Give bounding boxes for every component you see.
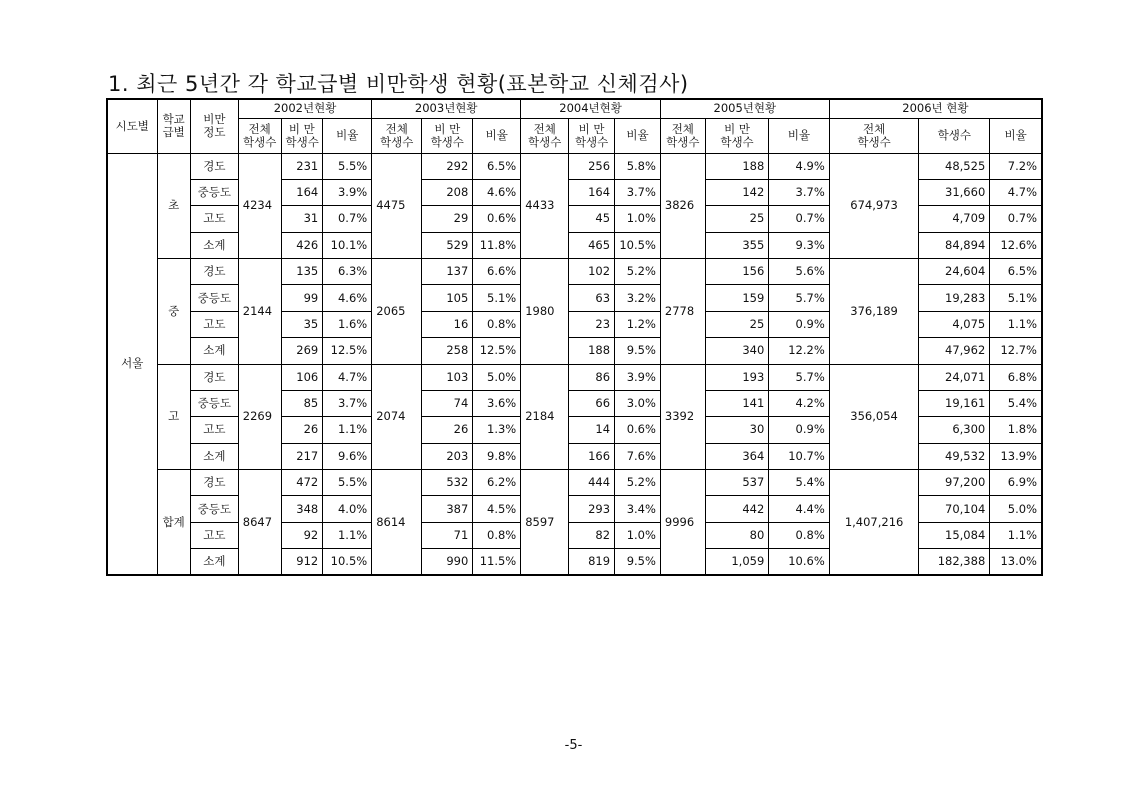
total-students-cell: 9996 [660, 470, 705, 576]
obese-count-cell: 159 [705, 285, 769, 311]
school-level-cell: 중 [157, 259, 190, 365]
ratio-cell: 4.7% [323, 364, 372, 390]
obese-count-cell: 208 [422, 179, 473, 205]
page-number: -5- [564, 738, 583, 753]
ratio-cell: 0.9% [769, 311, 829, 337]
ratio-cell: 5.2% [615, 470, 661, 496]
table-row [107, 470, 1042, 496]
total-students-cell: 2074 [372, 364, 422, 470]
obese-count-cell: 48,525 [919, 153, 990, 179]
ratio-cell: 10.7% [769, 443, 829, 469]
obese-count-cell: 15,084 [919, 522, 990, 548]
ratio-cell: 3.7% [615, 179, 661, 205]
obesity-degree-cell: 소계 [190, 443, 238, 469]
obese-count-cell: 71 [422, 522, 473, 548]
obese-count-cell: 387 [422, 496, 473, 522]
obese-count-cell: 26 [422, 417, 473, 443]
obesity-degree-cell: 중등도 [190, 285, 238, 311]
obesity-degree-cell: 소계 [190, 232, 238, 258]
obese-count-cell: 6,300 [919, 417, 990, 443]
obesity-degree-cell: 소계 [190, 549, 238, 575]
ratio-cell: 12.7% [990, 338, 1042, 364]
obese-count-cell: 23 [569, 311, 615, 337]
obese-count-cell: 164 [569, 179, 615, 205]
obese-count-cell: 292 [422, 153, 473, 179]
table-row [107, 364, 1042, 390]
obese-count-cell: 188 [705, 153, 769, 179]
obesity-degree-cell: 중등도 [190, 179, 238, 205]
header-school-level-line1: 학교 [162, 112, 185, 127]
obese-count-cell: 258 [422, 338, 473, 364]
obese-count-cell: 465 [569, 232, 615, 258]
header-total-students-2002 [238, 118, 281, 153]
obese-count-cell: 31,660 [919, 179, 990, 205]
total-students-cell: 2184 [521, 364, 569, 470]
ratio-cell: 13.9% [990, 443, 1042, 469]
obese-count-cell: 231 [281, 153, 323, 179]
ratio-cell: 4.9% [769, 153, 829, 179]
ratio-cell: 6.5% [473, 153, 521, 179]
table-row [107, 153, 1042, 179]
header-total-students-2002-line1: 전체 [248, 121, 271, 136]
header-total-students-2006-line2: 학생수 [857, 134, 891, 149]
header-year-2003: 2003년현황 [372, 99, 521, 118]
header-obese-students-2004 [569, 118, 615, 153]
obese-count-cell: 26 [281, 417, 323, 443]
ratio-cell: 5.0% [473, 364, 521, 390]
total-students-cell: 1,407,216 [829, 470, 919, 576]
ratio-cell: 5.0% [990, 496, 1042, 522]
ratio-cell: 9.6% [323, 443, 372, 469]
header-obese-students-2003 [422, 118, 473, 153]
ratio-cell: 4.6% [323, 285, 372, 311]
obesity-degree-cell: 소계 [190, 338, 238, 364]
header-obese-students-2002 [281, 118, 323, 153]
ratio-cell: 0.9% [769, 417, 829, 443]
header-obese-students-2005-line1: 비 만 [724, 121, 750, 136]
header-total-students-2005 [660, 118, 705, 153]
obesity-degree-cell: 경도 [190, 153, 238, 179]
ratio-cell: 9.8% [473, 443, 521, 469]
region-cell: 서울 [107, 153, 157, 575]
obese-count-cell: 92 [281, 522, 323, 548]
obese-count-cell: 142 [705, 179, 769, 205]
total-students-cell: 376,189 [829, 259, 919, 365]
total-students-cell: 4475 [372, 153, 422, 259]
total-students-cell: 8647 [238, 470, 281, 576]
obese-count-cell: 19,283 [919, 285, 990, 311]
header-total-students-2005-line1: 전체 [671, 121, 694, 136]
ratio-cell: 5.6% [769, 259, 829, 285]
obese-count-cell: 84,894 [919, 232, 990, 258]
total-students-cell: 2065 [372, 259, 422, 365]
header-year-2006: 2006년 현황 [829, 99, 1042, 118]
obesity-degree-cell: 중등도 [190, 496, 238, 522]
ratio-cell: 5.2% [615, 259, 661, 285]
obese-count-cell: 217 [281, 443, 323, 469]
ratio-cell: 4.2% [769, 390, 829, 416]
obese-count-cell: 31 [281, 206, 323, 232]
obesity-degree-cell: 중등도 [190, 390, 238, 416]
total-students-cell: 8614 [372, 470, 422, 576]
obese-count-cell: 14 [569, 417, 615, 443]
obese-count-cell: 102 [569, 259, 615, 285]
ratio-cell: 4.7% [990, 179, 1042, 205]
obese-count-cell: 293 [569, 496, 615, 522]
obese-count-cell: 529 [422, 232, 473, 258]
ratio-cell: 4.6% [473, 179, 521, 205]
obesity-degree-cell: 고도 [190, 522, 238, 548]
ratio-cell: 1.8% [990, 417, 1042, 443]
header-total-students-2004-line1: 전체 [533, 121, 556, 136]
obese-count-cell: 164 [281, 179, 323, 205]
ratio-cell: 5.5% [323, 153, 372, 179]
table-row [107, 259, 1042, 285]
obese-count-cell: 135 [281, 259, 323, 285]
ratio-cell: 1.2% [615, 311, 661, 337]
obese-count-cell: 16 [422, 311, 473, 337]
ratio-cell: 5.5% [323, 470, 372, 496]
ratio-cell: 0.7% [323, 206, 372, 232]
obese-count-cell: 269 [281, 338, 323, 364]
ratio-cell: 3.0% [615, 390, 661, 416]
obese-count-cell: 35 [281, 311, 323, 337]
obesity-degree-cell: 경도 [190, 364, 238, 390]
ratio-cell: 0.6% [615, 417, 661, 443]
header-obese-students-2005 [705, 118, 769, 153]
obese-count-cell: 348 [281, 496, 323, 522]
header-total-students-2006 [829, 118, 919, 153]
obese-count-cell: 24,604 [919, 259, 990, 285]
obese-count-cell: 141 [705, 390, 769, 416]
ratio-cell: 1.1% [990, 522, 1042, 548]
obese-count-cell: 82 [569, 522, 615, 548]
header-year-2004: 2004년현황 [521, 99, 661, 118]
obese-count-cell: 182,388 [919, 549, 990, 575]
obese-count-cell: 99 [281, 285, 323, 311]
header-total-students-2003-line1: 전체 [385, 121, 408, 136]
obese-count-cell: 340 [705, 338, 769, 364]
obese-count-cell: 532 [422, 470, 473, 496]
header-obesity-degree [190, 99, 238, 153]
header-total-students-2004-line2: 학생수 [528, 134, 562, 149]
obese-count-cell: 426 [281, 232, 323, 258]
header-ratio-2004: 비율 [615, 118, 661, 153]
ratio-cell: 12.6% [990, 232, 1042, 258]
ratio-cell: 10.6% [769, 549, 829, 575]
obese-count-cell: 188 [569, 338, 615, 364]
obese-count-cell: 990 [422, 549, 473, 575]
ratio-cell: 6.6% [473, 259, 521, 285]
school-level-cell: 초 [157, 153, 190, 259]
obesity-degree-cell: 고도 [190, 206, 238, 232]
header-obese-students-2002-line1: 비 만 [288, 121, 315, 136]
ratio-cell: 0.8% [473, 522, 521, 548]
header-obesity-line2: 정도 [203, 125, 226, 140]
ratio-cell: 3.7% [323, 390, 372, 416]
obese-count-cell: 45 [569, 206, 615, 232]
obese-count-cell: 30 [705, 417, 769, 443]
obese-count-cell: 537 [705, 470, 769, 496]
obese-count-cell: 106 [281, 364, 323, 390]
header-obese-students-2003-line2: 학생수 [430, 134, 464, 149]
obesity-table [106, 98, 1043, 576]
obese-count-cell: 442 [705, 496, 769, 522]
header-ratio-2002: 비율 [323, 118, 372, 153]
ratio-cell: 5.7% [769, 364, 829, 390]
obese-count-cell: 137 [422, 259, 473, 285]
total-students-cell: 4234 [238, 153, 281, 259]
ratio-cell: 9.5% [615, 338, 661, 364]
obese-count-cell: 256 [569, 153, 615, 179]
total-students-cell: 3392 [660, 364, 705, 470]
total-students-cell: 1980 [521, 259, 569, 365]
obese-count-cell: 80 [705, 522, 769, 548]
total-students-cell: 8597 [521, 470, 569, 576]
obese-count-cell: 364 [705, 443, 769, 469]
ratio-cell: 9.5% [615, 549, 661, 575]
obese-count-cell: 193 [705, 364, 769, 390]
ratio-cell: 4.4% [769, 496, 829, 522]
ratio-cell: 5.8% [615, 153, 661, 179]
header-year-2002: 2002년현황 [238, 99, 371, 118]
obese-count-cell: 444 [569, 470, 615, 496]
ratio-cell: 5.7% [769, 285, 829, 311]
obese-count-cell: 97,200 [919, 470, 990, 496]
school-level-cell: 고 [157, 364, 190, 470]
header-ratio-2006: 비율 [990, 118, 1042, 153]
obese-count-cell: 63 [569, 285, 615, 311]
ratio-cell: 12.5% [323, 338, 372, 364]
obese-count-cell: 4,075 [919, 311, 990, 337]
ratio-cell: 3.9% [323, 179, 372, 205]
obese-count-cell: 166 [569, 443, 615, 469]
obese-count-cell: 25 [705, 206, 769, 232]
total-students-cell: 2778 [660, 259, 705, 365]
ratio-cell: 7.6% [615, 443, 661, 469]
ratio-cell: 0.8% [769, 522, 829, 548]
ratio-cell: 3.2% [615, 285, 661, 311]
ratio-cell: 13.0% [990, 549, 1042, 575]
obese-count-cell: 472 [281, 470, 323, 496]
header-obese-students-2005-line2: 학생수 [720, 134, 754, 149]
ratio-cell: 10.1% [323, 232, 372, 258]
ratio-cell: 0.8% [473, 311, 521, 337]
ratio-cell: 3.7% [769, 179, 829, 205]
obese-count-cell: 912 [281, 549, 323, 575]
ratio-cell: 0.7% [769, 206, 829, 232]
ratio-cell: 6.2% [473, 470, 521, 496]
header-region: 시도별 [107, 99, 157, 153]
header-year-2005: 2005년현황 [660, 99, 829, 118]
obese-count-cell: 4,709 [919, 206, 990, 232]
header-total-students-2003-line2: 학생수 [380, 134, 414, 149]
header-obese-students-2006: 학생수 [919, 118, 990, 153]
ratio-cell: 5.1% [473, 285, 521, 311]
obese-count-cell: 156 [705, 259, 769, 285]
header-obese-students-2004-line1: 비 만 [578, 121, 605, 136]
total-students-cell: 2144 [238, 259, 281, 365]
ratio-cell: 6.5% [990, 259, 1042, 285]
ratio-cell: 0.6% [473, 206, 521, 232]
ratio-cell: 1.1% [323, 417, 372, 443]
obesity-degree-cell: 경도 [190, 470, 238, 496]
ratio-cell: 3.4% [615, 496, 661, 522]
ratio-cell: 10.5% [323, 549, 372, 575]
ratio-cell: 6.9% [990, 470, 1042, 496]
header-obese-students-2003-line1: 비 만 [434, 121, 461, 136]
obese-count-cell: 86 [569, 364, 615, 390]
total-students-cell: 2269 [238, 364, 281, 470]
obese-count-cell: 355 [705, 232, 769, 258]
header-obese-students-2002-line2: 학생수 [285, 134, 319, 149]
ratio-cell: 6.3% [323, 259, 372, 285]
header-total-students-2005-line2: 학생수 [666, 134, 700, 149]
header-total-students-2004 [521, 118, 569, 153]
total-students-cell: 4433 [521, 153, 569, 259]
obese-count-cell: 29 [422, 206, 473, 232]
ratio-cell: 5.4% [990, 390, 1042, 416]
ratio-cell: 1.6% [323, 311, 372, 337]
ratio-cell: 9.3% [769, 232, 829, 258]
ratio-cell: 4.0% [323, 496, 372, 522]
ratio-cell: 12.2% [769, 338, 829, 364]
header-ratio-2005: 비율 [769, 118, 829, 153]
obese-count-cell: 47,962 [919, 338, 990, 364]
total-students-cell: 356,054 [829, 364, 919, 470]
ratio-cell: 1.0% [615, 206, 661, 232]
obese-count-cell: 19,161 [919, 390, 990, 416]
header-obesity-line1: 비만 [203, 112, 226, 127]
ratio-cell: 1.0% [615, 522, 661, 548]
obese-count-cell: 85 [281, 390, 323, 416]
ratio-cell: 4.5% [473, 496, 521, 522]
school-level-cell: 합계 [157, 470, 190, 576]
obese-count-cell: 203 [422, 443, 473, 469]
obese-count-cell: 25 [705, 311, 769, 337]
header-total-students-2003 [372, 118, 422, 153]
obese-count-cell: 24,071 [919, 364, 990, 390]
obese-count-cell: 819 [569, 549, 615, 575]
obesity-degree-cell: 고도 [190, 311, 238, 337]
ratio-cell: 11.5% [473, 549, 521, 575]
ratio-cell: 3.9% [615, 364, 661, 390]
ratio-cell: 12.5% [473, 338, 521, 364]
obese-count-cell: 66 [569, 390, 615, 416]
obese-count-cell: 49,532 [919, 443, 990, 469]
header-ratio-2003: 비율 [473, 118, 521, 153]
header-obese-students-2004-line2: 학생수 [574, 134, 609, 149]
obesity-degree-cell: 경도 [190, 259, 238, 285]
header-total-students-2002-line2: 학생수 [242, 134, 277, 149]
obese-count-cell: 70,104 [919, 496, 990, 522]
ratio-cell: 1.3% [473, 417, 521, 443]
ratio-cell: 11.8% [473, 232, 521, 258]
ratio-cell: 6.8% [990, 364, 1042, 390]
header-school-level [157, 99, 190, 153]
obese-count-cell: 105 [422, 285, 473, 311]
page-title: 1. 최근 5년간 각 학교급별 비만학생 현황(표본학교 신체검사) [108, 72, 689, 96]
ratio-cell: 10.5% [615, 232, 661, 258]
ratio-cell: 0.7% [990, 206, 1042, 232]
total-students-cell: 674,973 [829, 153, 919, 259]
ratio-cell: 3.6% [473, 390, 521, 416]
obese-count-cell: 74 [422, 390, 473, 416]
header-school-level-line2: 급별 [162, 125, 185, 140]
obese-count-cell: 103 [422, 364, 473, 390]
obesity-degree-cell: 고도 [190, 417, 238, 443]
ratio-cell: 1.1% [990, 311, 1042, 337]
ratio-cell: 7.2% [990, 153, 1042, 179]
ratio-cell: 5.4% [769, 470, 829, 496]
total-students-cell: 3826 [660, 153, 705, 259]
ratio-cell: 1.1% [323, 522, 372, 548]
ratio-cell: 5.1% [990, 285, 1042, 311]
header-total-students-2006-line1: 전체 [862, 121, 886, 136]
obese-count-cell: 1,059 [705, 549, 769, 575]
